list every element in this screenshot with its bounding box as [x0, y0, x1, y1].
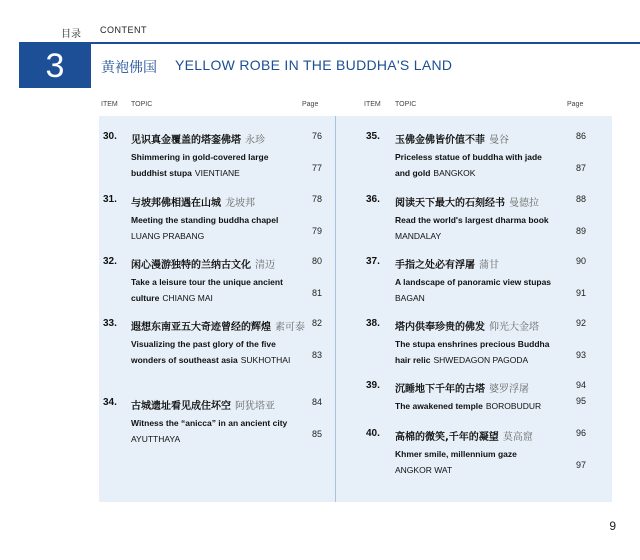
entry-title-cn: 遐想东南亚五大奇迹曾经的辉煌 — [131, 322, 271, 333]
entry-title-en-cont: culture — [131, 293, 160, 303]
entry-place-en: BOROBUDUR — [485, 401, 542, 411]
entry-location-cn: 清迈 — [255, 260, 275, 271]
entry-number: 38. — [366, 318, 380, 329]
col-page-left: Page — [302, 101, 319, 108]
entry-en-row — [395, 226, 441, 244]
col-page-right: Page — [567, 101, 584, 108]
page-ref: 79 — [311, 226, 322, 236]
page-ref: 82 — [311, 318, 322, 328]
page-ref: 80 — [311, 256, 322, 266]
entry-title-en-cont: and gold — [395, 168, 431, 178]
entry-place-en: AYUTTHAYA — [131, 434, 181, 444]
page-number: 9 — [609, 519, 616, 533]
entry-title-row — [131, 317, 305, 335]
entry-place-en: SUKHOTHAI — [240, 355, 291, 365]
page-ref: 91 — [575, 288, 586, 298]
entry-en-row — [131, 288, 213, 306]
col-item-left: ITEM — [101, 101, 118, 108]
entry-title-row — [395, 130, 509, 148]
entry-en-row — [131, 163, 240, 181]
section-number: 3 — [45, 46, 65, 85]
entry-location-cn: 曼德拉 — [509, 198, 539, 209]
entry-title-en: Shimmering in gold-covered large — [131, 152, 269, 162]
page-ref: 83 — [311, 350, 322, 360]
page-ref: 78 — [311, 194, 322, 204]
contents-label-en: CONTENT — [100, 25, 147, 35]
entry-location-cn: 素可泰 — [275, 322, 305, 333]
entry-title-en: Visualizing the past glory of the five — [131, 339, 276, 349]
entry-location-cn: 莫高窟 — [502, 432, 533, 443]
entry-location-cn: 阿犹塔亚 — [235, 401, 275, 412]
entry-number: 31. — [103, 194, 117, 205]
page-ref: 87 — [575, 163, 586, 173]
entry-number: 32. — [103, 256, 117, 267]
entry-title-en-cont: buddhist stupa — [131, 168, 192, 178]
header-rule — [19, 42, 640, 44]
page-ref: 94 — [575, 380, 586, 390]
entry-title-en: Take a leisure tour the unique ancient — [131, 277, 283, 287]
page-ref: 88 — [575, 194, 586, 204]
entry-number: 39. — [366, 380, 380, 391]
entry-place-en: BAGAN — [395, 293, 425, 303]
entry-title-en: A landscape of panoramic view stupas — [395, 277, 552, 287]
page-ref: 77 — [311, 163, 322, 173]
entry-title-row — [395, 427, 533, 445]
entry-title-en: The stupa enshrines precious Buddha — [395, 339, 550, 349]
section-title-cn: 黄袍佛国 — [101, 60, 157, 76]
entry-place-en: LUANG PRABANG — [131, 231, 205, 241]
entry-location-cn: 婆罗浮屠 — [489, 384, 529, 395]
entry-number: 36. — [366, 194, 380, 205]
section-title-en: YELLOW ROBE IN THE BUDDHA'S LAND — [175, 57, 453, 73]
entry-title-en-cont: wonders of southeast asia — [131, 355, 238, 365]
entry-location-cn: 仰光大金塔 — [489, 322, 539, 333]
entry-location-cn: 永珍 — [245, 135, 265, 146]
page-ref: 97 — [575, 460, 586, 470]
entry-en-row — [395, 163, 475, 181]
contents-label-cn: 目录 — [61, 29, 81, 40]
entry-place-en: VIENTIANE — [194, 168, 240, 178]
entry-title-cn: 玉佛金佛皆价值不菲 — [395, 135, 485, 146]
page-ref: 85 — [311, 429, 322, 439]
entry-number: 30. — [103, 131, 117, 142]
entry-title-cn: 塔内供奉珍贵的佛发 — [395, 322, 485, 333]
entry-en-row — [395, 350, 528, 368]
page-ref: 86 — [575, 131, 586, 141]
entry-location-cn: 曼谷 — [489, 135, 509, 146]
entry-title-en: Khmer smile, millennium gaze — [395, 449, 517, 459]
entry-title-row — [131, 255, 275, 273]
entry-title-cn: 高棉的微笑,千年的凝望 — [395, 432, 499, 443]
entry-place-en: SHWEDAGON PAGODA — [433, 355, 529, 365]
entry-title-row — [131, 193, 255, 211]
entry-title-row — [395, 255, 499, 273]
entry-number: 40. — [366, 428, 380, 439]
entry-location-cn: 蒲甘 — [479, 260, 499, 271]
entry-title-en: Meeting the standing buddha chapel — [131, 215, 279, 225]
entry-title-en: Witness the “anicca” in an ancient city — [131, 418, 288, 428]
entry-en-row — [395, 396, 541, 414]
column-divider — [335, 116, 336, 502]
entry-en-row — [395, 460, 452, 478]
entry-title-cn: 手指之处必有浮屠 — [395, 260, 475, 271]
entry-number: 37. — [366, 256, 380, 267]
entry-en-row — [395, 288, 425, 306]
entry-location-cn: 龙坡邦 — [225, 198, 255, 209]
page-ref: 84 — [311, 397, 322, 407]
entry-title-row — [395, 317, 539, 335]
entry-en-row — [131, 226, 204, 244]
page-ref: 89 — [575, 226, 586, 236]
entry-title-row — [131, 396, 275, 414]
entry-place-en: MANDALAY — [395, 231, 442, 241]
entry-number: 35. — [366, 131, 380, 142]
entry-title-cn: 古城遗址看见成住坏空 — [131, 401, 231, 412]
entry-place-en: ANGKOR WAT — [395, 465, 453, 475]
col-topic-right: TOPIC — [395, 101, 417, 108]
entry-place-en: CHIANG MAI — [162, 293, 213, 303]
page-ref: 95 — [575, 396, 586, 406]
page-ref: 76 — [311, 131, 322, 141]
col-item-right: ITEM — [364, 101, 381, 108]
entry-en-row — [131, 350, 290, 368]
entry-title-row — [131, 130, 265, 148]
entry-title-cn: 见识真金覆盖的塔銮佛塔 — [131, 135, 241, 146]
entry-en-row — [131, 429, 180, 447]
page-ref: 90 — [575, 256, 586, 266]
entry-title-cn: 沉睡地下千年的古塔 — [395, 384, 485, 395]
entry-title-cn: 与坡邦佛相遇在山城 — [131, 198, 221, 209]
entry-title-en: Read the world's largest dharma book — [395, 215, 549, 225]
entry-place-en: BANGKOK — [433, 168, 476, 178]
entry-title-row — [395, 193, 539, 211]
entry-title-cn: 闲心漫游独特的兰纳古文化 — [131, 260, 251, 271]
section-number-box — [19, 44, 91, 88]
page-ref: 96 — [575, 428, 586, 438]
entry-number: 34. — [103, 397, 117, 408]
entry-title-en: The awakened temple — [395, 401, 483, 411]
entry-title-en: Priceless statue of buddha with jade — [395, 152, 542, 162]
col-topic-left: TOPIC — [131, 101, 153, 108]
entry-title-en-cont: hair relic — [395, 355, 431, 365]
entry-number: 33. — [103, 318, 117, 329]
page-ref: 93 — [575, 350, 586, 360]
entry-title-row — [395, 379, 529, 397]
page-ref: 92 — [575, 318, 586, 328]
entry-title-cn: 阅读天下最大的石刻经书 — [395, 198, 505, 209]
page-ref: 81 — [311, 288, 322, 298]
